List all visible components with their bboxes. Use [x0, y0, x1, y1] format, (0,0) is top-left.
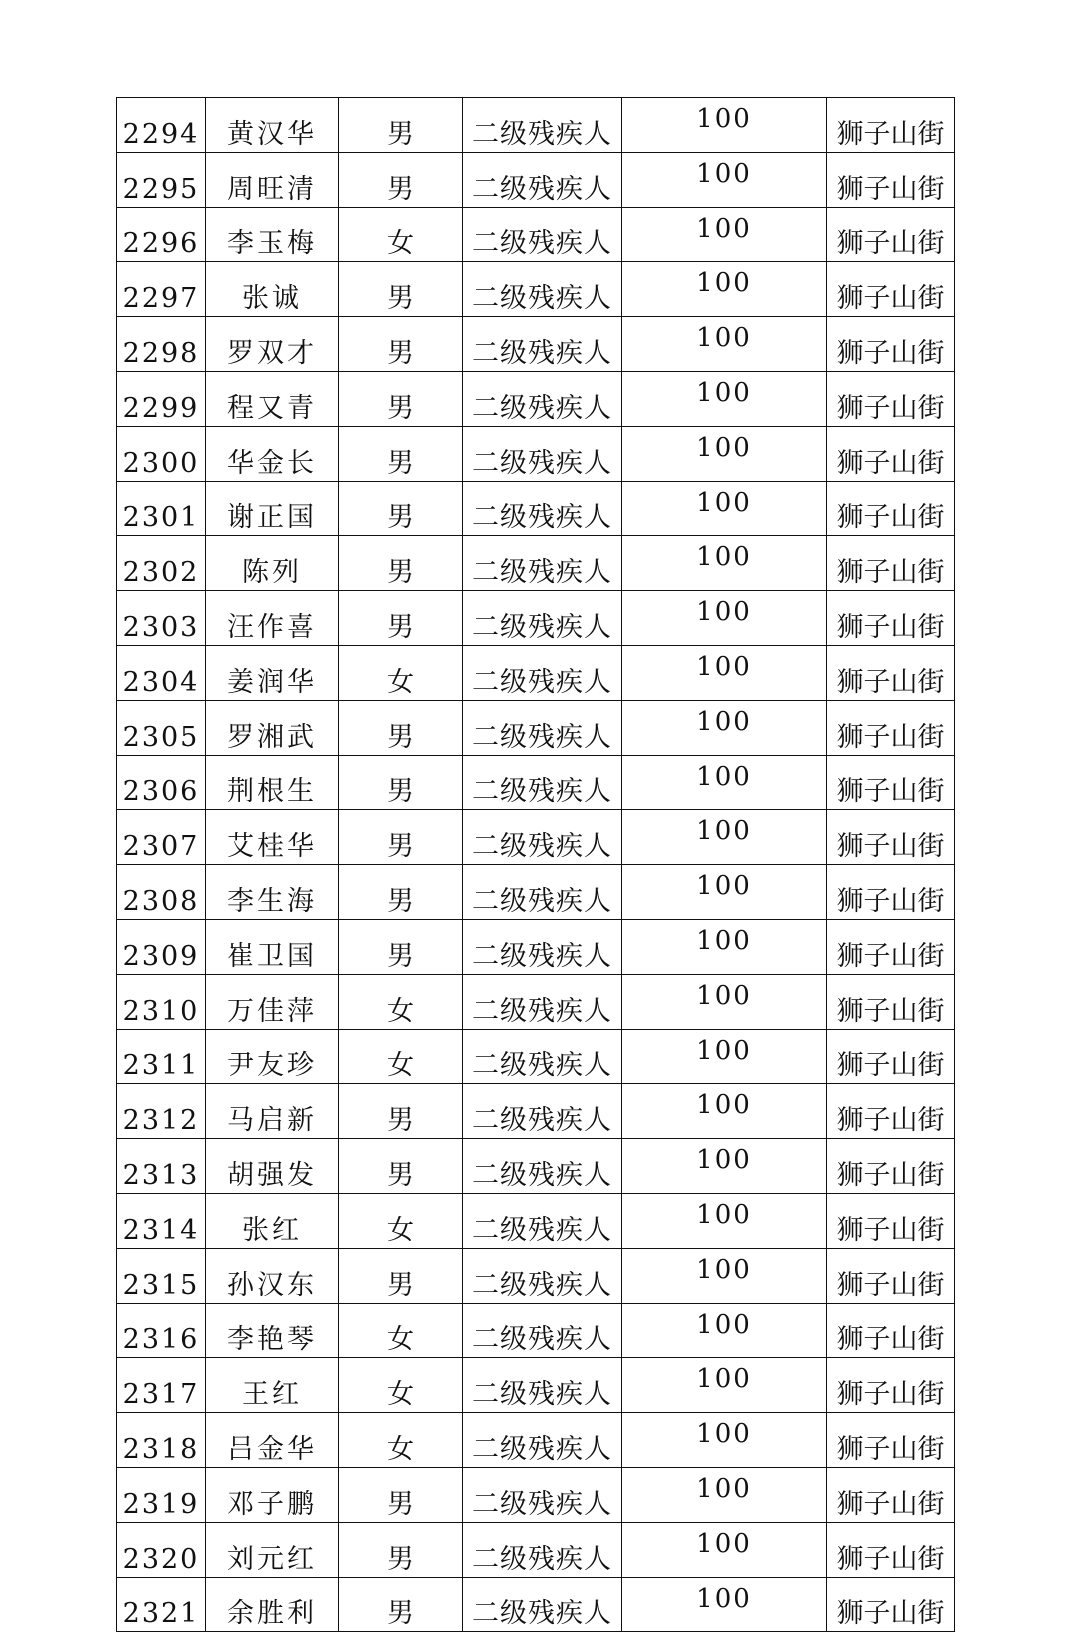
row-number-cell: 2299 — [117, 371, 206, 426]
disability-level-cell: 二级残疾人 — [463, 1467, 622, 1522]
table-row — [117, 591, 955, 646]
table-row — [117, 645, 955, 700]
disability-level-cell: 二级残疾人 — [463, 371, 622, 426]
gender-cell: 男 — [339, 810, 463, 865]
table-row — [117, 98, 955, 153]
table-row — [117, 1358, 955, 1413]
disability-level-cell: 二级残疾人 — [463, 755, 622, 810]
row-number-cell: 2304 — [117, 645, 206, 700]
table-row — [117, 1084, 955, 1139]
amount-cell: 100 — [622, 1522, 827, 1577]
table-row — [117, 1522, 955, 1577]
table-row — [117, 262, 955, 317]
street-cell: 狮子山街 — [827, 974, 955, 1029]
row-number-cell: 2307 — [117, 810, 206, 865]
gender-cell: 女 — [339, 1358, 463, 1413]
row-number-cell: 2315 — [117, 1248, 206, 1303]
amount-cell: 100 — [622, 1577, 827, 1632]
gender-cell: 男 — [339, 1522, 463, 1577]
row-number-cell: 2297 — [117, 262, 206, 317]
disability-level-cell: 二级残疾人 — [463, 645, 622, 700]
gender-cell: 女 — [339, 1413, 463, 1468]
gender-cell: 女 — [339, 1193, 463, 1248]
table-row — [117, 1303, 955, 1358]
amount-cell: 100 — [622, 1139, 827, 1194]
row-number-cell: 2319 — [117, 1467, 206, 1522]
amount-cell: 100 — [622, 481, 827, 536]
disability-level-cell: 二级残疾人 — [463, 1248, 622, 1303]
row-number-cell: 2321 — [117, 1577, 206, 1632]
amount-cell: 100 — [622, 371, 827, 426]
gender-cell: 男 — [339, 755, 463, 810]
amount-cell: 100 — [622, 755, 827, 810]
street-cell: 狮子山街 — [827, 98, 955, 153]
gender-cell: 女 — [339, 207, 463, 262]
street-cell: 狮子山街 — [827, 865, 955, 920]
amount-cell: 100 — [622, 810, 827, 865]
person-name-cell: 程又青 — [206, 371, 339, 426]
gender-cell: 男 — [339, 262, 463, 317]
person-name-cell: 姜润华 — [206, 645, 339, 700]
gender-cell: 男 — [339, 865, 463, 920]
disability-level-cell: 二级残疾人 — [463, 98, 622, 153]
table-row — [117, 152, 955, 207]
person-name-cell: 孙汉东 — [206, 1248, 339, 1303]
person-name-cell: 艾桂华 — [206, 810, 339, 865]
disability-level-cell: 二级残疾人 — [463, 1029, 622, 1084]
table-row — [117, 1029, 955, 1084]
street-cell: 狮子山街 — [827, 1303, 955, 1358]
amount-cell: 100 — [622, 98, 827, 153]
row-number-cell: 2317 — [117, 1358, 206, 1413]
disability-level-cell: 二级残疾人 — [463, 481, 622, 536]
person-name-cell: 崔卫国 — [206, 919, 339, 974]
street-cell: 狮子山街 — [827, 536, 955, 591]
amount-cell: 100 — [622, 645, 827, 700]
street-cell: 狮子山街 — [827, 262, 955, 317]
disability-level-cell: 二级残疾人 — [463, 1084, 622, 1139]
disability-level-cell: 二级残疾人 — [463, 426, 622, 481]
person-name-cell: 周旺清 — [206, 152, 339, 207]
amount-cell: 100 — [622, 591, 827, 646]
gender-cell: 男 — [339, 591, 463, 646]
disability-level-cell: 二级残疾人 — [463, 536, 622, 591]
row-number-cell: 2309 — [117, 919, 206, 974]
amount-cell: 100 — [622, 1193, 827, 1248]
table-row — [117, 536, 955, 591]
recipient-table — [116, 97, 955, 1632]
disability-level-cell: 二级残疾人 — [463, 865, 622, 920]
amount-cell: 100 — [622, 919, 827, 974]
row-number-cell: 2318 — [117, 1413, 206, 1468]
amount-cell: 100 — [622, 1029, 827, 1084]
person-name-cell: 万佳萍 — [206, 974, 339, 1029]
table-row — [117, 207, 955, 262]
table-row — [117, 974, 955, 1029]
person-name-cell: 胡强发 — [206, 1139, 339, 1194]
disability-level-cell: 二级残疾人 — [463, 1193, 622, 1248]
gender-cell: 男 — [339, 371, 463, 426]
street-cell: 狮子山街 — [827, 317, 955, 372]
row-number-cell: 2294 — [117, 98, 206, 153]
person-name-cell: 马启新 — [206, 1084, 339, 1139]
amount-cell: 100 — [622, 1303, 827, 1358]
gender-cell: 男 — [339, 919, 463, 974]
gender-cell: 女 — [339, 1303, 463, 1358]
disability-level-cell: 二级残疾人 — [463, 317, 622, 372]
person-name-cell: 吕金华 — [206, 1413, 339, 1468]
table-row — [117, 755, 955, 810]
amount-cell: 100 — [622, 317, 827, 372]
disability-level-cell: 二级残疾人 — [463, 1522, 622, 1577]
street-cell: 狮子山街 — [827, 1358, 955, 1413]
disability-level-cell: 二级残疾人 — [463, 1303, 622, 1358]
street-cell: 狮子山街 — [827, 1139, 955, 1194]
table-row — [117, 1139, 955, 1194]
disability-level-cell: 二级残疾人 — [463, 700, 622, 755]
table-row — [117, 1248, 955, 1303]
person-name-cell: 张红 — [206, 1193, 339, 1248]
gender-cell: 男 — [339, 152, 463, 207]
street-cell: 狮子山街 — [827, 207, 955, 262]
disability-level-cell: 二级残疾人 — [463, 974, 622, 1029]
gender-cell: 男 — [339, 481, 463, 536]
row-number-cell: 2313 — [117, 1139, 206, 1194]
person-name-cell: 张诚 — [206, 262, 339, 317]
street-cell: 狮子山街 — [827, 1029, 955, 1084]
person-name-cell: 陈列 — [206, 536, 339, 591]
table-row — [117, 700, 955, 755]
person-name-cell: 余胜利 — [206, 1577, 339, 1632]
row-number-cell: 2305 — [117, 700, 206, 755]
street-cell: 狮子山街 — [827, 1248, 955, 1303]
amount-cell: 100 — [622, 1358, 827, 1413]
person-name-cell: 李玉梅 — [206, 207, 339, 262]
street-cell: 狮子山街 — [827, 700, 955, 755]
table-row — [117, 426, 955, 481]
amount-cell: 100 — [622, 262, 827, 317]
street-cell: 狮子山街 — [827, 426, 955, 481]
gender-cell: 男 — [339, 1248, 463, 1303]
disability-level-cell: 二级残疾人 — [463, 1577, 622, 1632]
row-number-cell: 2298 — [117, 317, 206, 372]
gender-cell: 女 — [339, 1029, 463, 1084]
gender-cell: 男 — [339, 700, 463, 755]
row-number-cell: 2320 — [117, 1522, 206, 1577]
street-cell: 狮子山街 — [827, 1467, 955, 1522]
row-number-cell: 2300 — [117, 426, 206, 481]
table-row — [117, 317, 955, 372]
gender-cell: 女 — [339, 974, 463, 1029]
street-cell: 狮子山街 — [827, 755, 955, 810]
amount-cell: 100 — [622, 1467, 827, 1522]
table-row — [117, 371, 955, 426]
person-name-cell: 黄汉华 — [206, 98, 339, 153]
table-row — [117, 865, 955, 920]
street-cell: 狮子山街 — [827, 481, 955, 536]
gender-cell: 男 — [339, 426, 463, 481]
street-cell: 狮子山街 — [827, 1413, 955, 1468]
street-cell: 狮子山街 — [827, 1522, 955, 1577]
table-row — [117, 919, 955, 974]
street-cell: 狮子山街 — [827, 810, 955, 865]
person-name-cell: 李生海 — [206, 865, 339, 920]
table-row — [117, 1577, 955, 1632]
disability-level-cell: 二级残疾人 — [463, 810, 622, 865]
amount-cell: 100 — [622, 974, 827, 1029]
row-number-cell: 2301 — [117, 481, 206, 536]
table-row — [117, 481, 955, 536]
amount-cell: 100 — [622, 700, 827, 755]
amount-cell: 100 — [622, 152, 827, 207]
disability-level-cell: 二级残疾人 — [463, 262, 622, 317]
person-name-cell: 王红 — [206, 1358, 339, 1413]
person-name-cell: 罗湘武 — [206, 700, 339, 755]
street-cell: 狮子山街 — [827, 1577, 955, 1632]
street-cell: 狮子山街 — [827, 1084, 955, 1139]
person-name-cell: 尹友珍 — [206, 1029, 339, 1084]
row-number-cell: 2308 — [117, 865, 206, 920]
street-cell: 狮子山街 — [827, 919, 955, 974]
table-row — [117, 1413, 955, 1468]
disability-level-cell: 二级残疾人 — [463, 207, 622, 262]
disability-level-cell: 二级残疾人 — [463, 1413, 622, 1468]
street-cell: 狮子山街 — [827, 371, 955, 426]
disability-level-cell: 二级残疾人 — [463, 919, 622, 974]
gender-cell: 男 — [339, 98, 463, 153]
street-cell: 狮子山街 — [827, 591, 955, 646]
person-name-cell: 谢正国 — [206, 481, 339, 536]
gender-cell: 男 — [339, 1577, 463, 1632]
street-cell: 狮子山街 — [827, 152, 955, 207]
person-name-cell: 华金长 — [206, 426, 339, 481]
row-number-cell: 2306 — [117, 755, 206, 810]
row-number-cell: 2310 — [117, 974, 206, 1029]
row-number-cell: 2302 — [117, 536, 206, 591]
row-number-cell: 2311 — [117, 1029, 206, 1084]
amount-cell: 100 — [622, 1413, 827, 1468]
row-number-cell: 2303 — [117, 591, 206, 646]
street-cell: 狮子山街 — [827, 645, 955, 700]
amount-cell: 100 — [622, 1248, 827, 1303]
street-cell: 狮子山街 — [827, 1193, 955, 1248]
row-number-cell: 2296 — [117, 207, 206, 262]
disability-level-cell: 二级残疾人 — [463, 152, 622, 207]
table-body — [117, 98, 955, 1632]
person-name-cell: 李艳琴 — [206, 1303, 339, 1358]
gender-cell: 男 — [339, 1139, 463, 1194]
amount-cell: 100 — [622, 865, 827, 920]
row-number-cell: 2316 — [117, 1303, 206, 1358]
person-name-cell: 荆根生 — [206, 755, 339, 810]
row-number-cell: 2312 — [117, 1084, 206, 1139]
disability-level-cell: 二级残疾人 — [463, 1358, 622, 1413]
person-name-cell: 刘元红 — [206, 1522, 339, 1577]
amount-cell: 100 — [622, 1084, 827, 1139]
row-number-cell: 2295 — [117, 152, 206, 207]
row-number-cell: 2314 — [117, 1193, 206, 1248]
table-row — [117, 1193, 955, 1248]
gender-cell: 男 — [339, 317, 463, 372]
disability-level-cell: 二级残疾人 — [463, 591, 622, 646]
gender-cell: 男 — [339, 1084, 463, 1139]
table-row — [117, 810, 955, 865]
disability-level-cell: 二级残疾人 — [463, 1139, 622, 1194]
gender-cell: 女 — [339, 645, 463, 700]
amount-cell: 100 — [622, 207, 827, 262]
table-row — [117, 1467, 955, 1522]
gender-cell: 男 — [339, 536, 463, 591]
amount-cell: 100 — [622, 536, 827, 591]
amount-cell: 100 — [622, 426, 827, 481]
person-name-cell: 邓子鹏 — [206, 1467, 339, 1522]
person-name-cell: 罗双才 — [206, 317, 339, 372]
gender-cell: 男 — [339, 1467, 463, 1522]
person-name-cell: 汪作喜 — [206, 591, 339, 646]
